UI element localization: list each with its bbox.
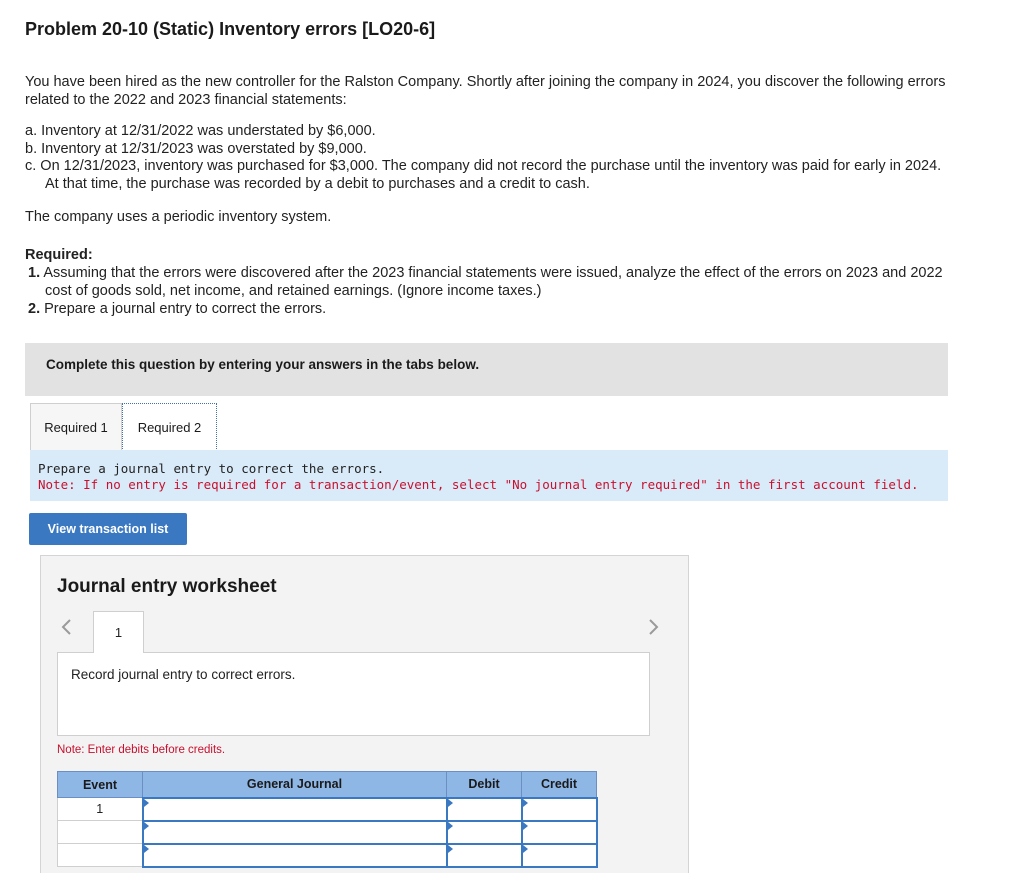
required-item: [28, 300, 968, 318]
credit-input[interactable]: [522, 798, 597, 821]
tab-required-2[interactable]: [122, 403, 217, 451]
prompt-note: Note: If no entry is required for a transaction/event, select "No journal entry required" in the first account field.: [38, 477, 919, 492]
account-input[interactable]: [143, 821, 447, 844]
credit-input[interactable]: [522, 844, 597, 867]
instruction-banner: [25, 343, 948, 396]
error-item: c. On 12/31/2023, inventory was purchased for $3,000. The company did not record the purchase until the inventory was paid for early in 2024. At that time, the purchase was recorded by a debit to purchases and a credit to cash.: [25, 158, 942, 192]
debit-credit-note: Note: Enter debits before credits.: [57, 744, 226, 756]
column-header-general-journal: General Journal: [143, 772, 447, 798]
problem-title: Problem 20-10 (Static) Inventory errors [LO20-6]: [25, 19, 436, 39]
journal-entry-worksheet: [40, 555, 689, 873]
error-item: b. Inventory at 12/31/2023 was overstated by $9,000.: [25, 140, 367, 157]
debit-input[interactable]: [447, 798, 522, 821]
table-header-row: [58, 772, 597, 798]
problem-intro: You have been hired as the new controller for the Ralston Company. Shortly after joining the company in 2024, you discover the following errors related to the 2022 and 2023 financial statements:: [25, 74, 946, 108]
required-item: [28, 264, 968, 300]
instruction-text: Complete this question by entering your answers in the tabs below.: [46, 357, 480, 372]
system-note: The company uses a periodic inventory system.: [25, 209, 332, 225]
journal-table: [57, 771, 598, 868]
required-number: 1.: [28, 265, 41, 281]
tab-label: Required 1: [44, 420, 108, 435]
error-list: [25, 123, 955, 193]
event-cell: 1: [58, 798, 143, 821]
event-cell: [58, 821, 143, 844]
credit-input[interactable]: [522, 821, 597, 844]
error-item: a. Inventory at 12/31/2022 was understated by $6,000.: [25, 123, 376, 139]
prompt-text: Prepare a journal entry to correct the errors.: [38, 461, 385, 476]
debit-input[interactable]: [447, 821, 522, 844]
worksheet-title: Journal entry worksheet: [57, 576, 277, 597]
table-row: [58, 798, 597, 821]
debit-input[interactable]: [447, 844, 522, 867]
table-row: [58, 844, 597, 867]
entry-tab-label: 1: [114, 625, 123, 640]
event-cell: [58, 844, 143, 867]
required-text: Assuming that the errors were discovered after the 2023 financial statements were issued, analyze the effect of the errors on 2023 and 2022 cost of goods sold, net income, and retained earnings. (Ignore income taxes.): [43, 265, 943, 299]
view-transaction-list-button[interactable]: View transaction list: [29, 513, 187, 545]
required-heading: Required:: [25, 247, 93, 263]
column-header-debit: Debit: [447, 772, 522, 798]
column-header-event: Event: [58, 772, 143, 798]
required-list: [28, 264, 968, 318]
column-header-credit: Credit: [522, 772, 597, 798]
entry-description-box: [57, 652, 650, 736]
required-text: Prepare a journal entry to correct the errors.: [44, 301, 327, 317]
tab-label: Required 2: [137, 420, 202, 435]
chevron-left-icon[interactable]: [59, 616, 75, 638]
table-row: [58, 821, 597, 844]
account-input[interactable]: [143, 798, 447, 821]
entry-tab-1[interactable]: [93, 611, 144, 653]
prompt-bar: [30, 450, 948, 501]
tab-required-1[interactable]: [30, 403, 122, 451]
required-number: 2.: [28, 301, 41, 317]
account-input[interactable]: [143, 844, 447, 867]
entry-description: Record journal entry to correct errors.: [71, 667, 296, 682]
chevron-right-icon[interactable]: [645, 616, 661, 638]
